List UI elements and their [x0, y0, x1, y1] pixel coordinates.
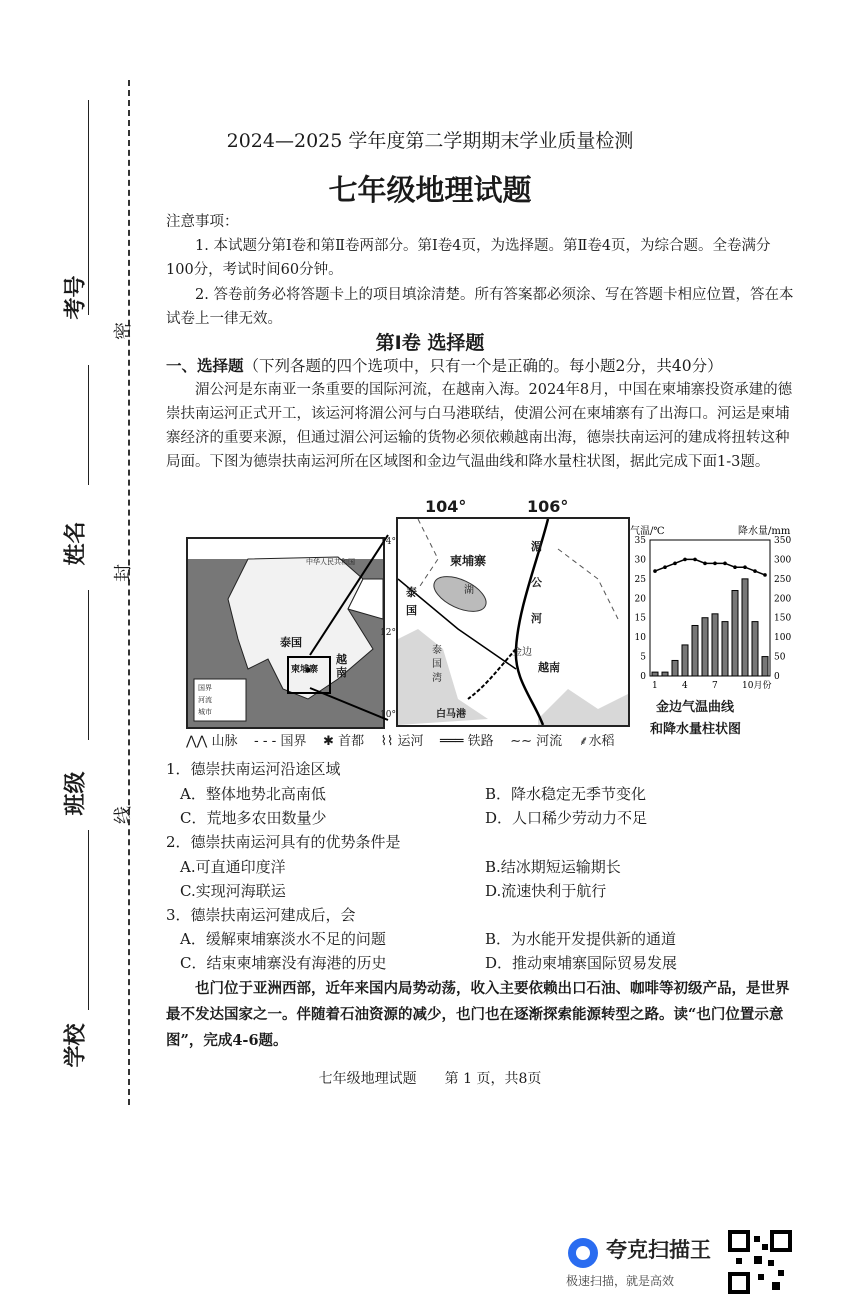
chart-right-ticks: [774, 536, 791, 682]
legend-river: 河流: [536, 734, 563, 749]
latitude-10: 10°: [380, 710, 396, 720]
seal-char-xian: 线: [113, 806, 134, 824]
longitude-106: 106°: [527, 497, 569, 516]
precip-bar-3: [672, 660, 678, 676]
overview-china-label: 中华人民共和国: [306, 558, 355, 566]
precip-bar-1: [652, 672, 658, 676]
precip-bar-10: [742, 579, 748, 676]
notice-item-1: 1. 本试题分第Ⅰ卷和第Ⅱ卷两部分。第Ⅰ卷4页，为选择题。第Ⅱ卷4页，为综合题。全卷满分100分，考试时间60分钟。: [166, 238, 771, 278]
temp-point-7: [713, 562, 717, 566]
left-tick-20: 20: [634, 594, 646, 605]
zoom-connector-lines: [300, 520, 410, 730]
binding-dashed-line: [128, 80, 130, 1105]
x-tick-3: 10月份: [742, 681, 772, 691]
latitude-14: 14°: [380, 537, 396, 547]
chart-x-ticks: [652, 679, 771, 691]
left-tick-35: 35: [634, 536, 646, 546]
side-label-class: 班级: [63, 771, 89, 816]
right-tick-0: 0: [774, 672, 780, 682]
temp-point-9: [733, 565, 737, 569]
temp-point-2: [663, 565, 667, 569]
legend-border: 国界: [280, 734, 307, 749]
question-2-option-d: D.流速快利于航行: [485, 882, 607, 900]
right-tick-250: 250: [774, 574, 792, 585]
border-icon: - - -: [254, 734, 277, 749]
latitude-12: 12°: [380, 628, 396, 638]
right-tick-200: 200: [774, 594, 792, 605]
question-1-stem: 1．德崇扶南运河沿途区域: [166, 760, 341, 778]
figure-legend: [186, 730, 614, 749]
temp-point-5: [693, 558, 697, 562]
seal-char-feng: 封: [113, 564, 134, 582]
side-label-name: 姓名: [63, 521, 89, 566]
left-tick-25: 25: [634, 574, 646, 585]
question-1-option-d: D．人口稀少劳动力不足: [485, 809, 648, 827]
question-2-option-c: C.实现河海联运: [180, 882, 286, 900]
qr-code-icon: [728, 1230, 792, 1294]
temperature-line: [655, 559, 765, 575]
seal-char-mi: 密: [113, 322, 134, 340]
precip-bar-5: [692, 625, 698, 676]
temp-point-8: [723, 562, 727, 566]
chart-left-ticks: [635, 536, 647, 682]
exam-period-title: 2024—2025 学年度第二学期期末学业质量检测: [226, 130, 634, 152]
question-2-option-b: B.结冰期短运输期长: [485, 858, 621, 876]
scanner-brand-name: 夸克扫描王: [606, 1238, 711, 1262]
section-heading-rest: （下列各题的四个选项中，只有一个是正确的。每小题2分，共40分）: [243, 357, 723, 375]
question-1-option-b: B．降水稳定无季节变化: [485, 785, 647, 803]
right-tick-50: 50: [774, 652, 786, 663]
precip-bar-9: [732, 591, 738, 676]
capital-icon: ✱: [323, 734, 334, 749]
left-tick-30: 30: [634, 555, 646, 566]
rice-icon: ⸙: [578, 734, 589, 749]
section-title: 第Ⅰ卷 选择题: [375, 332, 485, 354]
school-line: [88, 830, 89, 1010]
detail-vietnam-label: 越南: [538, 661, 560, 674]
climate-caption-2: 和降水量柱状图: [650, 722, 742, 737]
question-3-stem: 3．德崇扶南运河建成后，会: [166, 906, 356, 924]
notice-item-2: 2. 答卷前务必将答题卡上的项目填涂清楚。所有答案都必须涂、写在答题卡相应位置，答在本试卷上一律无效。: [166, 287, 794, 327]
river-icon: ∼∼: [510, 734, 532, 749]
detail-phnompenh-label: 金边: [512, 647, 532, 658]
right-tick-350: 350: [774, 536, 792, 546]
detail-map: [396, 517, 630, 727]
left-tick-5: 5: [640, 652, 646, 663]
detail-mekong-label: 湄公河: [531, 540, 542, 625]
climate-chart: [628, 520, 800, 692]
mountain-icon: ⋀⋀: [186, 734, 208, 749]
legend-canal: 运河: [397, 734, 424, 749]
overview-thailand-label: 泰国: [280, 636, 302, 649]
question-1-option-a: A．整体地势北高南低: [180, 785, 326, 803]
passage-yemen: 也门位于亚洲西部，近年来国内局势动荡，收入主要依赖出口石油、咖啡等初级产品，是世界最不发达国家之一。伴随着石油资源的减少，也门也在逐渐探索能源转型之路。读“也门位置示意图”，完成4-6题。: [166, 980, 790, 1049]
railway-icon: ═══: [440, 734, 464, 749]
detail-map-svg: [398, 519, 628, 725]
overview-legend: [198, 682, 212, 718]
section-heading: [166, 354, 794, 378]
overview-legend-border: 国界: [198, 684, 212, 692]
question-3-option-a: A．缓解柬埔寨淡水不足的问题: [180, 930, 386, 948]
overview-legend-river: 河流: [198, 696, 212, 704]
left-tick-10: 10: [634, 633, 646, 644]
scanner-slogan: 极速扫描，就是高效: [566, 1274, 675, 1288]
legend-railway: 铁路: [467, 734, 494, 749]
legend-rice: 水稻: [588, 734, 615, 749]
temp-point-1: [653, 569, 657, 573]
question-3-option-d: D．推动柬埔寨国际贸易发展: [485, 954, 678, 972]
right-tick-150: 150: [774, 613, 792, 624]
side-label-school: 学校: [63, 1023, 89, 1068]
right-tick-100: 100: [774, 633, 792, 644]
temp-point-11: [753, 569, 757, 573]
canal-icon: ⌇⌇: [380, 734, 394, 749]
precip-bar-2: [662, 672, 668, 676]
temp-point-10: [743, 565, 747, 569]
page-footer: 七年级地理试题 第 1 页，共8页: [318, 1071, 542, 1087]
detail-port-label: 白马港: [436, 709, 466, 720]
overview-cambodia-label: 柬埔寨: [291, 665, 319, 675]
climate-caption-1: 金边气温曲线: [656, 700, 735, 715]
question-3-option-b: B．为水能开发提供新的通道: [485, 930, 677, 948]
temperature-points: [653, 558, 767, 577]
precip-bar-12: [762, 657, 768, 676]
x-tick-0: 1: [652, 681, 658, 691]
precip-bar-7: [712, 614, 718, 676]
temp-point-12: [763, 573, 767, 577]
question-1-option-c: C．荒地多农田数量少: [180, 809, 327, 827]
x-tick-1: 4: [682, 681, 688, 691]
question-2-option-a: A.可直通印度洋: [180, 858, 286, 876]
detail-cambodia-label: 柬埔寨: [450, 554, 487, 568]
precip-bar-11: [752, 622, 758, 676]
precipitation-bars: [652, 579, 768, 676]
left-tick-0: 0: [640, 672, 646, 682]
chart-ylabel-right: 降水量/mm: [738, 526, 791, 537]
left-tick-15: 15: [634, 613, 646, 624]
legend-mountain: 山脉: [211, 734, 238, 749]
question-3-option-c: C．结束柬埔寨没有海港的历史: [180, 954, 387, 972]
question-2-stem: 2．德崇扶南运河具有的优势条件是: [166, 833, 401, 851]
name-line: [88, 365, 89, 485]
overview-vietnam-label: 越南: [336, 653, 347, 679]
right-tick-300: 300: [774, 555, 792, 566]
temp-point-3: [673, 562, 677, 566]
detail-thailand-label: 泰国: [406, 586, 417, 617]
temp-point-4: [683, 558, 687, 562]
x-tick-2: 7: [712, 681, 718, 691]
precip-bar-4: [682, 645, 688, 676]
temp-point-6: [703, 562, 707, 566]
class-line: [88, 590, 89, 740]
legend-capital: 首都: [338, 734, 365, 749]
longitude-104: 104°: [425, 497, 467, 516]
exam-subject-title: 七年级地理试题: [328, 173, 532, 207]
precip-bar-6: [702, 618, 708, 676]
scanner-logo-icon: [566, 1236, 600, 1270]
detail-gulf-label: 泰国湾: [432, 645, 442, 684]
detail-lake-label: 湖: [464, 585, 474, 596]
side-label-exam-number: 考号: [63, 275, 89, 320]
passage-mekong: 湄公河是东南亚一条重要的国际河流，在越南入海。2024年8月，中国在柬埔寨投资承建的德崇扶南运河正式开工，该运河将湄公河与白马港联结，使湄公河在柬埔寨有了出海口。河运是柬埔寨经济的重要来源，但通过湄公河运输的货物必须依赖越南出海，德崇扶南运河的建成将扭转这种局面。下图为德崇扶南运河所在区域图和金边气温曲线和降水量柱状图，据此完成下面1-3题。: [166, 382, 793, 470]
chart-ylabel-left: 气温/℃: [630, 526, 665, 537]
overview-legend-city: 城市: [198, 708, 212, 716]
notice-heading: 注意事项：: [166, 214, 239, 230]
section-heading-bold: 一、选择题: [166, 356, 244, 375]
precip-bar-8: [722, 622, 728, 676]
